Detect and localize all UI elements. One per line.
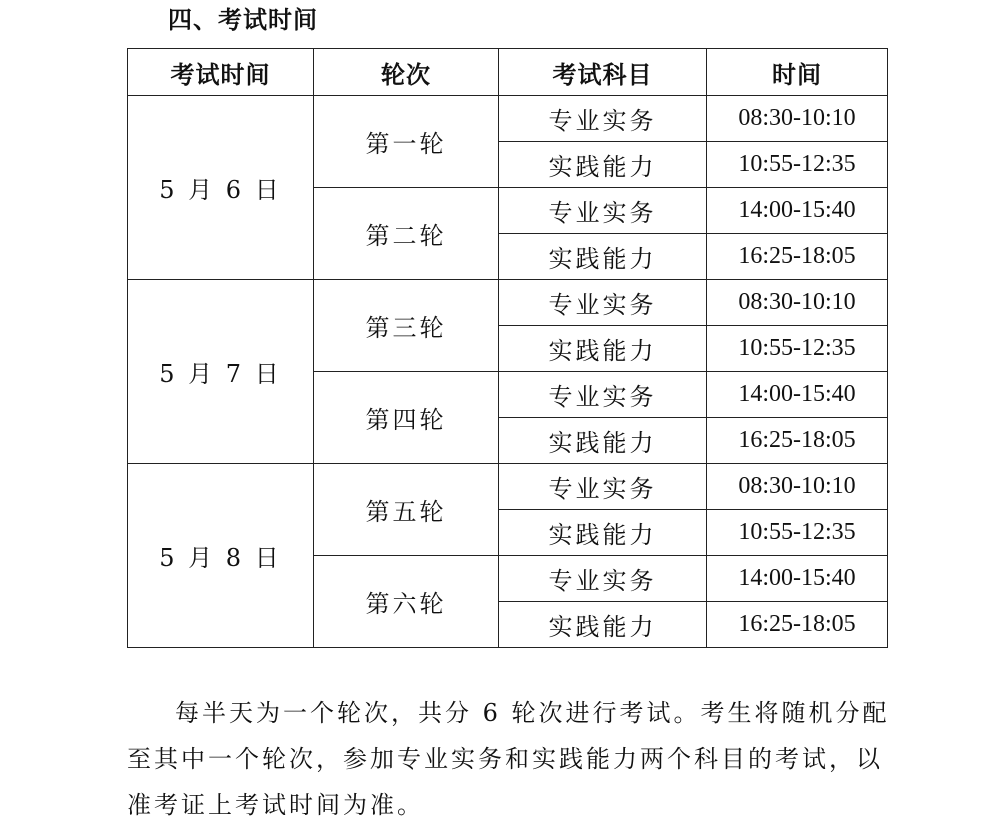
time-cell: 16:25-18:05 bbox=[707, 602, 888, 648]
table-header-row bbox=[128, 49, 888, 96]
subject-cell: 专业实务 bbox=[499, 188, 707, 234]
header-round: 轮次 bbox=[314, 49, 499, 96]
subject-cell: 专业实务 bbox=[499, 556, 707, 602]
subject-cell: 实践能力 bbox=[499, 326, 707, 372]
time-cell: 16:25-18:05 bbox=[707, 234, 888, 280]
time-cell: 14:00-15:40 bbox=[707, 188, 888, 234]
subject-cell: 实践能力 bbox=[499, 234, 707, 280]
subject-cell: 实践能力 bbox=[499, 142, 707, 188]
round-cell: 第五轮 bbox=[314, 464, 499, 556]
exam-schedule-table bbox=[127, 48, 888, 648]
table-row bbox=[128, 464, 888, 510]
subject-cell: 专业实务 bbox=[499, 96, 707, 142]
date-cell: 5 月 7 日 bbox=[128, 280, 314, 464]
time-cell: 14:00-15:40 bbox=[707, 372, 888, 418]
subject-cell: 实践能力 bbox=[499, 602, 707, 648]
round-cell: 第六轮 bbox=[314, 556, 499, 648]
table-row bbox=[128, 280, 888, 326]
time-cell: 14:00-15:40 bbox=[707, 556, 888, 602]
section-title: 四、考试时间 bbox=[168, 6, 318, 34]
subject-cell: 专业实务 bbox=[499, 464, 707, 510]
time-cell: 08:30-10:10 bbox=[707, 280, 888, 326]
date-cell: 5 月 8 日 bbox=[128, 464, 314, 648]
subject-cell: 实践能力 bbox=[499, 418, 707, 464]
round-cell: 第四轮 bbox=[314, 372, 499, 464]
header-time: 时间 bbox=[707, 49, 888, 96]
time-cell: 10:55-12:35 bbox=[707, 326, 888, 372]
time-cell: 10:55-12:35 bbox=[707, 142, 888, 188]
header-exam-date: 考试时间 bbox=[128, 49, 314, 96]
time-cell: 10:55-12:35 bbox=[707, 510, 888, 556]
subject-cell: 专业实务 bbox=[499, 372, 707, 418]
subject-cell: 专业实务 bbox=[499, 280, 707, 326]
table-row bbox=[128, 96, 888, 142]
round-cell: 第三轮 bbox=[314, 280, 499, 372]
round-cell: 第二轮 bbox=[314, 188, 499, 280]
round-cell: 第一轮 bbox=[314, 96, 499, 188]
exam-note-paragraph: 每半天为一个轮次，共分 6 轮次进行考试。考生将随机分配至其中一个轮次，参加专业实务和实践能力两个科目的考试，以准考证上考试时间为准。 bbox=[127, 699, 890, 819]
subject-cell: 实践能力 bbox=[499, 510, 707, 556]
date-cell: 5 月 6 日 bbox=[128, 96, 314, 280]
header-subject: 考试科目 bbox=[499, 49, 707, 96]
time-cell: 08:30-10:10 bbox=[707, 96, 888, 142]
time-cell: 16:25-18:05 bbox=[707, 418, 888, 464]
time-cell: 08:30-10:10 bbox=[707, 464, 888, 510]
